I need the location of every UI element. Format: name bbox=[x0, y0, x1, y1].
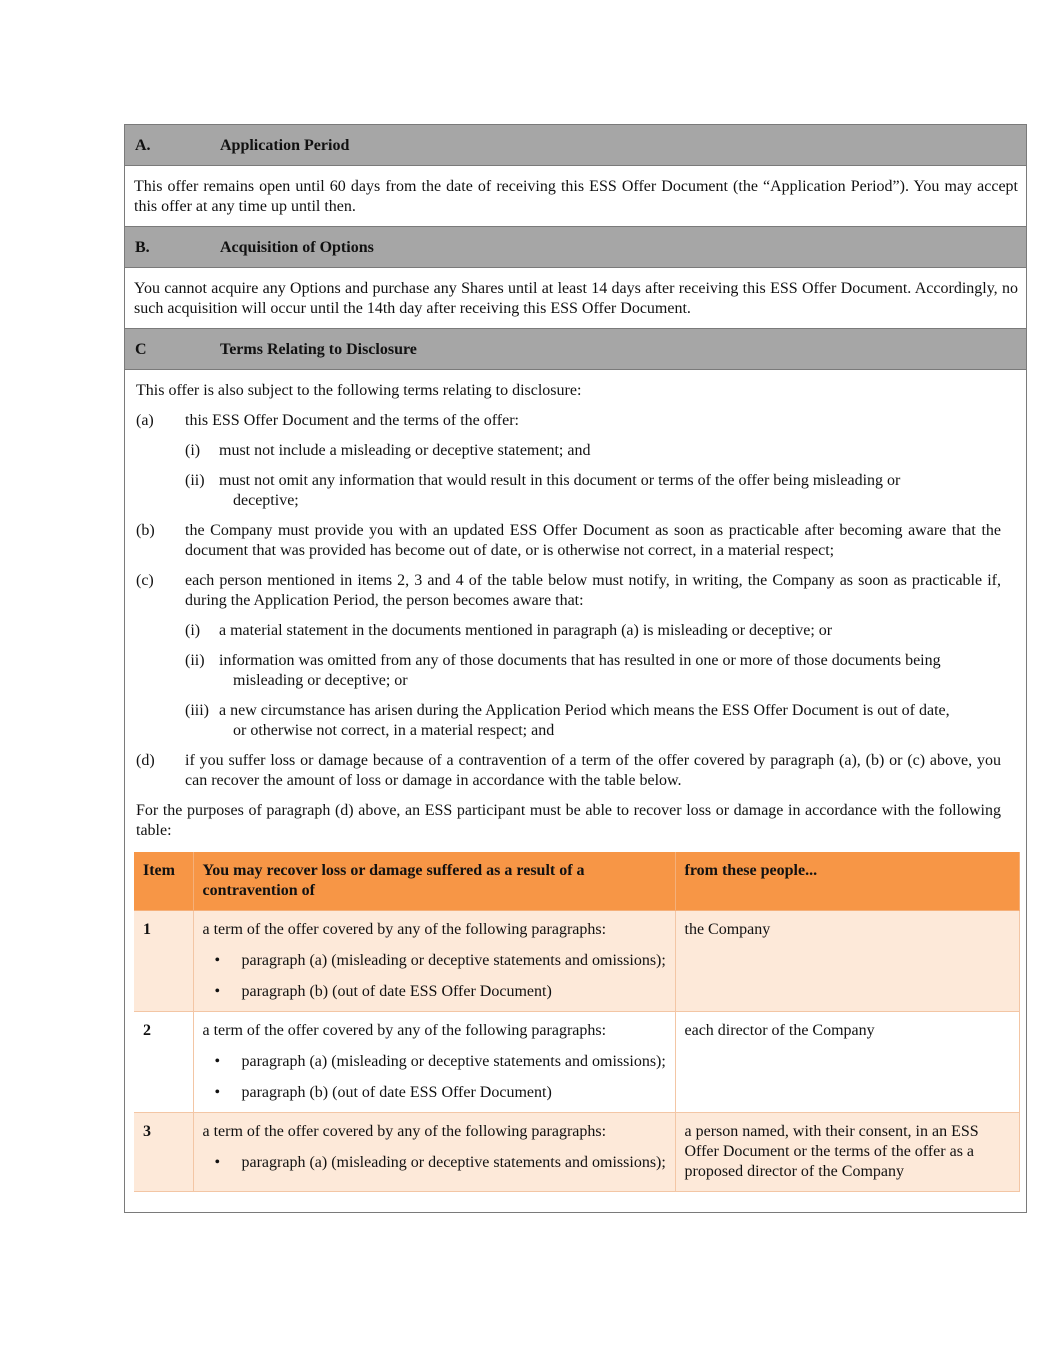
clause-c-i-text: a material statement in the documents mentioned in paragraph (a) is misleading or deceptive; or bbox=[219, 622, 833, 639]
section-c-closing: For the purposes of paragraph (d) above, an ESS participant must be able to recover loss or damage in accordance with the following table: bbox=[136, 802, 1001, 839]
section-a-body bbox=[125, 166, 1026, 227]
section-b-body bbox=[125, 268, 1026, 329]
clause-c-iii-text-block bbox=[185, 701, 1001, 741]
clause-b-label: (b) bbox=[136, 522, 155, 539]
clause-a-i bbox=[136, 441, 1001, 461]
bullet-item bbox=[203, 982, 667, 1002]
row-people: each director of the Company bbox=[675, 1012, 1019, 1113]
header-people: from these people... bbox=[675, 852, 1019, 911]
bullet-glyph: • bbox=[214, 1154, 221, 1171]
table-row bbox=[134, 911, 1019, 1012]
bullet-glyph: • bbox=[214, 983, 221, 1000]
bullet-glyph: • bbox=[214, 1084, 221, 1101]
section-a-header bbox=[125, 125, 1026, 166]
clause-c-ii bbox=[136, 651, 1001, 691]
row-item-number: 3 bbox=[134, 1113, 193, 1192]
clause-d bbox=[136, 751, 1001, 791]
section-b-title: Acquisition of Options bbox=[220, 239, 374, 256]
bullet-text: paragraph (b) (out of date ESS Offer Document) bbox=[241, 983, 552, 1000]
bullet-glyph: • bbox=[214, 1053, 221, 1070]
clause-a-text: this ESS Offer Document and the terms of the offer: bbox=[185, 412, 519, 429]
table-row bbox=[134, 1012, 1019, 1113]
bullet-item bbox=[203, 1052, 667, 1072]
section-b-header bbox=[125, 227, 1026, 268]
bullet-text: paragraph (a) (misleading or deceptive statements and omissions); bbox=[241, 1053, 666, 1070]
section-b-text: You cannot acquire any Options and purchase any Shares until at least 14 days after receiving this ESS Offer Document. Accordingly, no such acquisition will occur until the 14th day after receiving this ESS Offer Document. bbox=[134, 280, 1018, 317]
row-item-number: 2 bbox=[134, 1012, 193, 1113]
clause-c-i bbox=[136, 621, 1001, 641]
row-lead-text: a term of the offer covered by any of the following paragraphs: bbox=[202, 1123, 607, 1140]
section-b-letter: B. bbox=[135, 239, 150, 256]
clause-b bbox=[136, 521, 1001, 561]
table-header-row bbox=[134, 852, 1019, 911]
bullet-text: paragraph (a) (misleading or deceptive statements and omissions); bbox=[241, 1154, 666, 1171]
section-c-header bbox=[125, 329, 1026, 370]
header-contravention: You may recover loss or damage suffered as a result of a contravention of bbox=[193, 852, 675, 911]
clause-b-text: the Company must provide you with an updated ESS Offer Document as soon as practicable after becoming aware that the document that was provided has become out of date, or is otherwise not correct, in a material respect; bbox=[185, 522, 1001, 559]
bullet-item bbox=[203, 1083, 667, 1103]
bullet-item bbox=[203, 1153, 667, 1173]
clause-a-ii bbox=[136, 471, 1001, 511]
clause-a bbox=[136, 411, 1001, 431]
bullet-text: paragraph (a) (misleading or deceptive statements and omissions); bbox=[241, 952, 666, 969]
clause-c-iii bbox=[136, 701, 1001, 741]
liability-table bbox=[134, 852, 1020, 1192]
row-people: a person named, with their consent, in an ESS Offer Document or the terms of the offer as a proposed director of the Company bbox=[675, 1113, 1019, 1192]
clause-a-label: (a) bbox=[136, 412, 154, 429]
clause-c-iii-text: a new circumstance has arisen during the Application Period which means the ESS Offer Document is out of date, bbox=[219, 702, 950, 719]
clause-c-ii-label: (ii) bbox=[185, 652, 205, 669]
table-row bbox=[134, 1113, 1019, 1192]
clause-c-label: (c) bbox=[136, 572, 154, 589]
section-c-body bbox=[125, 370, 1026, 841]
clause-a-ii-text-block bbox=[185, 471, 1001, 511]
offer-terms-frame bbox=[124, 124, 1027, 1213]
row-contravention-cell bbox=[193, 1113, 675, 1192]
section-c-letter: C bbox=[135, 341, 147, 358]
row-people: the Company bbox=[675, 911, 1019, 1012]
clause-d-text: if you suffer loss or damage because of a contravention of a term of the offer covered by paragraph (a), (b) or (c) above, you can recover the amount of loss or damage in accordance with the table below. bbox=[185, 752, 1001, 789]
clause-c-iii-label: (iii) bbox=[185, 702, 209, 719]
row-item-number: 1 bbox=[134, 911, 193, 1012]
clause-a-ii-label: (ii) bbox=[185, 472, 205, 489]
clause-c-i-label: (i) bbox=[185, 622, 201, 639]
clause-c-text: each person mentioned in items 2, 3 and 4 of the table below must notify, in writing, the Company as soon as practicable if, during the Application Period, the person becomes aware that: bbox=[185, 572, 1001, 609]
section-a-title: Application Period bbox=[220, 137, 350, 154]
section-a-letter: A. bbox=[135, 137, 151, 154]
clause-c-ii-continuation: misleading or deceptive; or bbox=[233, 672, 408, 689]
row-contravention-cell bbox=[193, 1012, 675, 1113]
clause-c bbox=[136, 571, 1001, 611]
header-item: Item bbox=[134, 852, 193, 911]
bullet-glyph: • bbox=[214, 952, 221, 969]
clause-c-ii-text: information was omitted from any of those documents that has resulted in one or more of those documents being bbox=[219, 652, 941, 669]
row-contravention-cell bbox=[193, 911, 675, 1012]
row-lead-text: a term of the offer covered by any of the following paragraphs: bbox=[202, 921, 607, 938]
clause-c-iii-continuation: or otherwise not correct, in a material respect; and bbox=[233, 722, 555, 739]
clause-a-i-text: must not include a misleading or deceptive statement; and bbox=[219, 442, 591, 459]
section-c-intro: This offer is also subject to the following terms relating to disclosure: bbox=[136, 382, 582, 399]
clause-a-ii-text: must not omit any information that would result in this document or terms of the offer being misleading or bbox=[219, 472, 901, 489]
clause-d-label: (d) bbox=[136, 752, 155, 769]
bullet-item bbox=[203, 951, 667, 971]
row-lead-text: a term of the offer covered by any of the following paragraphs: bbox=[202, 1022, 607, 1039]
clause-a-i-label: (i) bbox=[185, 442, 201, 459]
clause-a-ii-continuation: deceptive; bbox=[233, 492, 299, 509]
section-a-text: This offer remains open until 60 days from the date of receiving this ESS Offer Document (the “Application Period”). You may accept this offer at any time up until then. bbox=[134, 178, 1018, 215]
clause-c-ii-text-block bbox=[185, 651, 1001, 691]
bullet-text: paragraph (b) (out of date ESS Offer Document) bbox=[241, 1084, 552, 1101]
section-c-title: Terms Relating to Disclosure bbox=[220, 341, 417, 358]
